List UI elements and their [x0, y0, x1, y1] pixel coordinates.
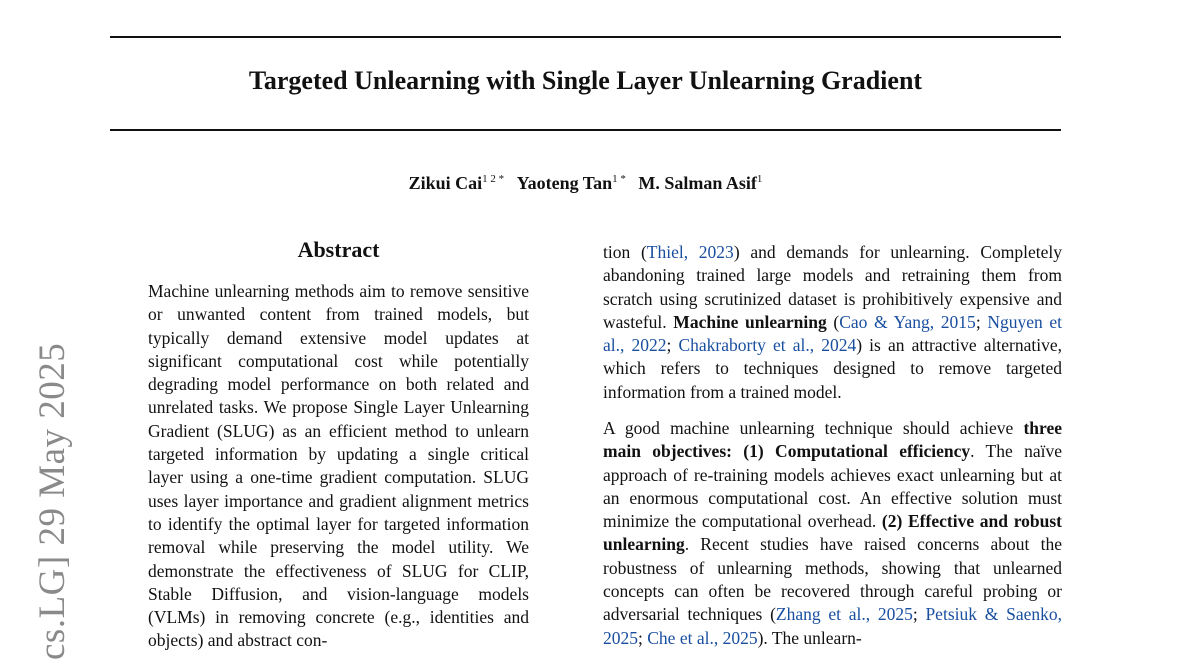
- citation-link[interactable]: Zhang et al., 2025: [775, 604, 913, 625]
- intro-paragraph: tion (Thiel, 2023) and demands for unlearning. Completely abandoning trained large models and retraining them from scratch using scrutinized dataset is prohibitively expensive and wasteful. Machine unlearning (Cao & Yang, 2015; Nguyen et al., 2022; Chakraborty et al., 2024) is an attractive alternative, which refers to techniques designed to remove targeted information from a trained model.: [603, 242, 1062, 402]
- author-affiliation: 1 *: [612, 173, 626, 185]
- citation-link[interactable]: Che et al., 2025: [647, 627, 758, 648]
- author-affiliation: 1 2 *: [482, 173, 505, 185]
- citation-link[interactable]: Chakraborty et al., 2024: [678, 335, 857, 356]
- author: Yaoteng Tan$^{1 *}$: [516, 173, 626, 193]
- paper-title: Targeted Unlearning with Single Layer Unlearning Gradient: [248, 66, 923, 95]
- bold-term: Machine unlearning: [673, 311, 827, 332]
- citation-link[interactable]: Cao & Yang, 2015: [839, 311, 976, 332]
- citation-link[interactable]: Petsiuk & Saenko, 2025: [603, 604, 1062, 648]
- author: Zikui Cai$^{1 2 *}$: [408, 173, 505, 193]
- author-affiliation: 1: [756, 173, 763, 185]
- author: M. Salman Asif$^1$: [638, 173, 763, 193]
- objectives-paragraph: A good machine unlearning technique should achieve three main objectives: (1) Computational efficiency. The naïve approach of re-training models achieves exact unlearning but at an enormous computational cost. An effective solution must minimize the computational overhead. (2) Effective and robust unlearning. Recent studies have raised concerns about the robustness of unlearning methods, showing that unlearned concepts can often be recovered through careful probing or adversarial techniques (Zhang et al., 2025; Petsiuk & Saenko, 2025; Che et al., 2025). The unlearn-: [603, 418, 1063, 648]
- title-bottom-rule: [110, 129, 1061, 131]
- abstract-heading: Abstract: [297, 237, 380, 262]
- arxiv-stamp: cs.LG] 29 May 2025: [32, 342, 73, 660]
- title-top-rule: [110, 36, 1061, 38]
- author-list: [110, 173, 1061, 194]
- bold-term: (2) Effective and robust unlearning: [603, 511, 1063, 555]
- citation-link[interactable]: Nguyen et al., 2022: [603, 311, 1062, 356]
- bold-term: three main objectives: (1) Computational efficiency: [603, 418, 1062, 462]
- citation-link[interactable]: Thiel, 2023: [646, 242, 734, 262]
- abstract-text: Machine unlearning methods aim to remove sensitive or unwanted content from trained models, but typically demand extensive model updates at significant computational cost while potentially degrading model performance on both related and unrelated tasks. We propose Single Layer Unlearning Gradient (SLUG) as an efficient method to unlearn targeted information by updating a single critical layer using a one-time gradient computation. SLUG uses layer importance and gradient alignment metrics to identify the optimal layer for targeted information removal while preserving the model utility. We demonstrate the effectiveness of SLUG for CLIP, Stable Diffusion, and vision-language models (VLMs) in removing concrete (e.g., identities and objects) and abstract con-: [148, 281, 529, 651]
